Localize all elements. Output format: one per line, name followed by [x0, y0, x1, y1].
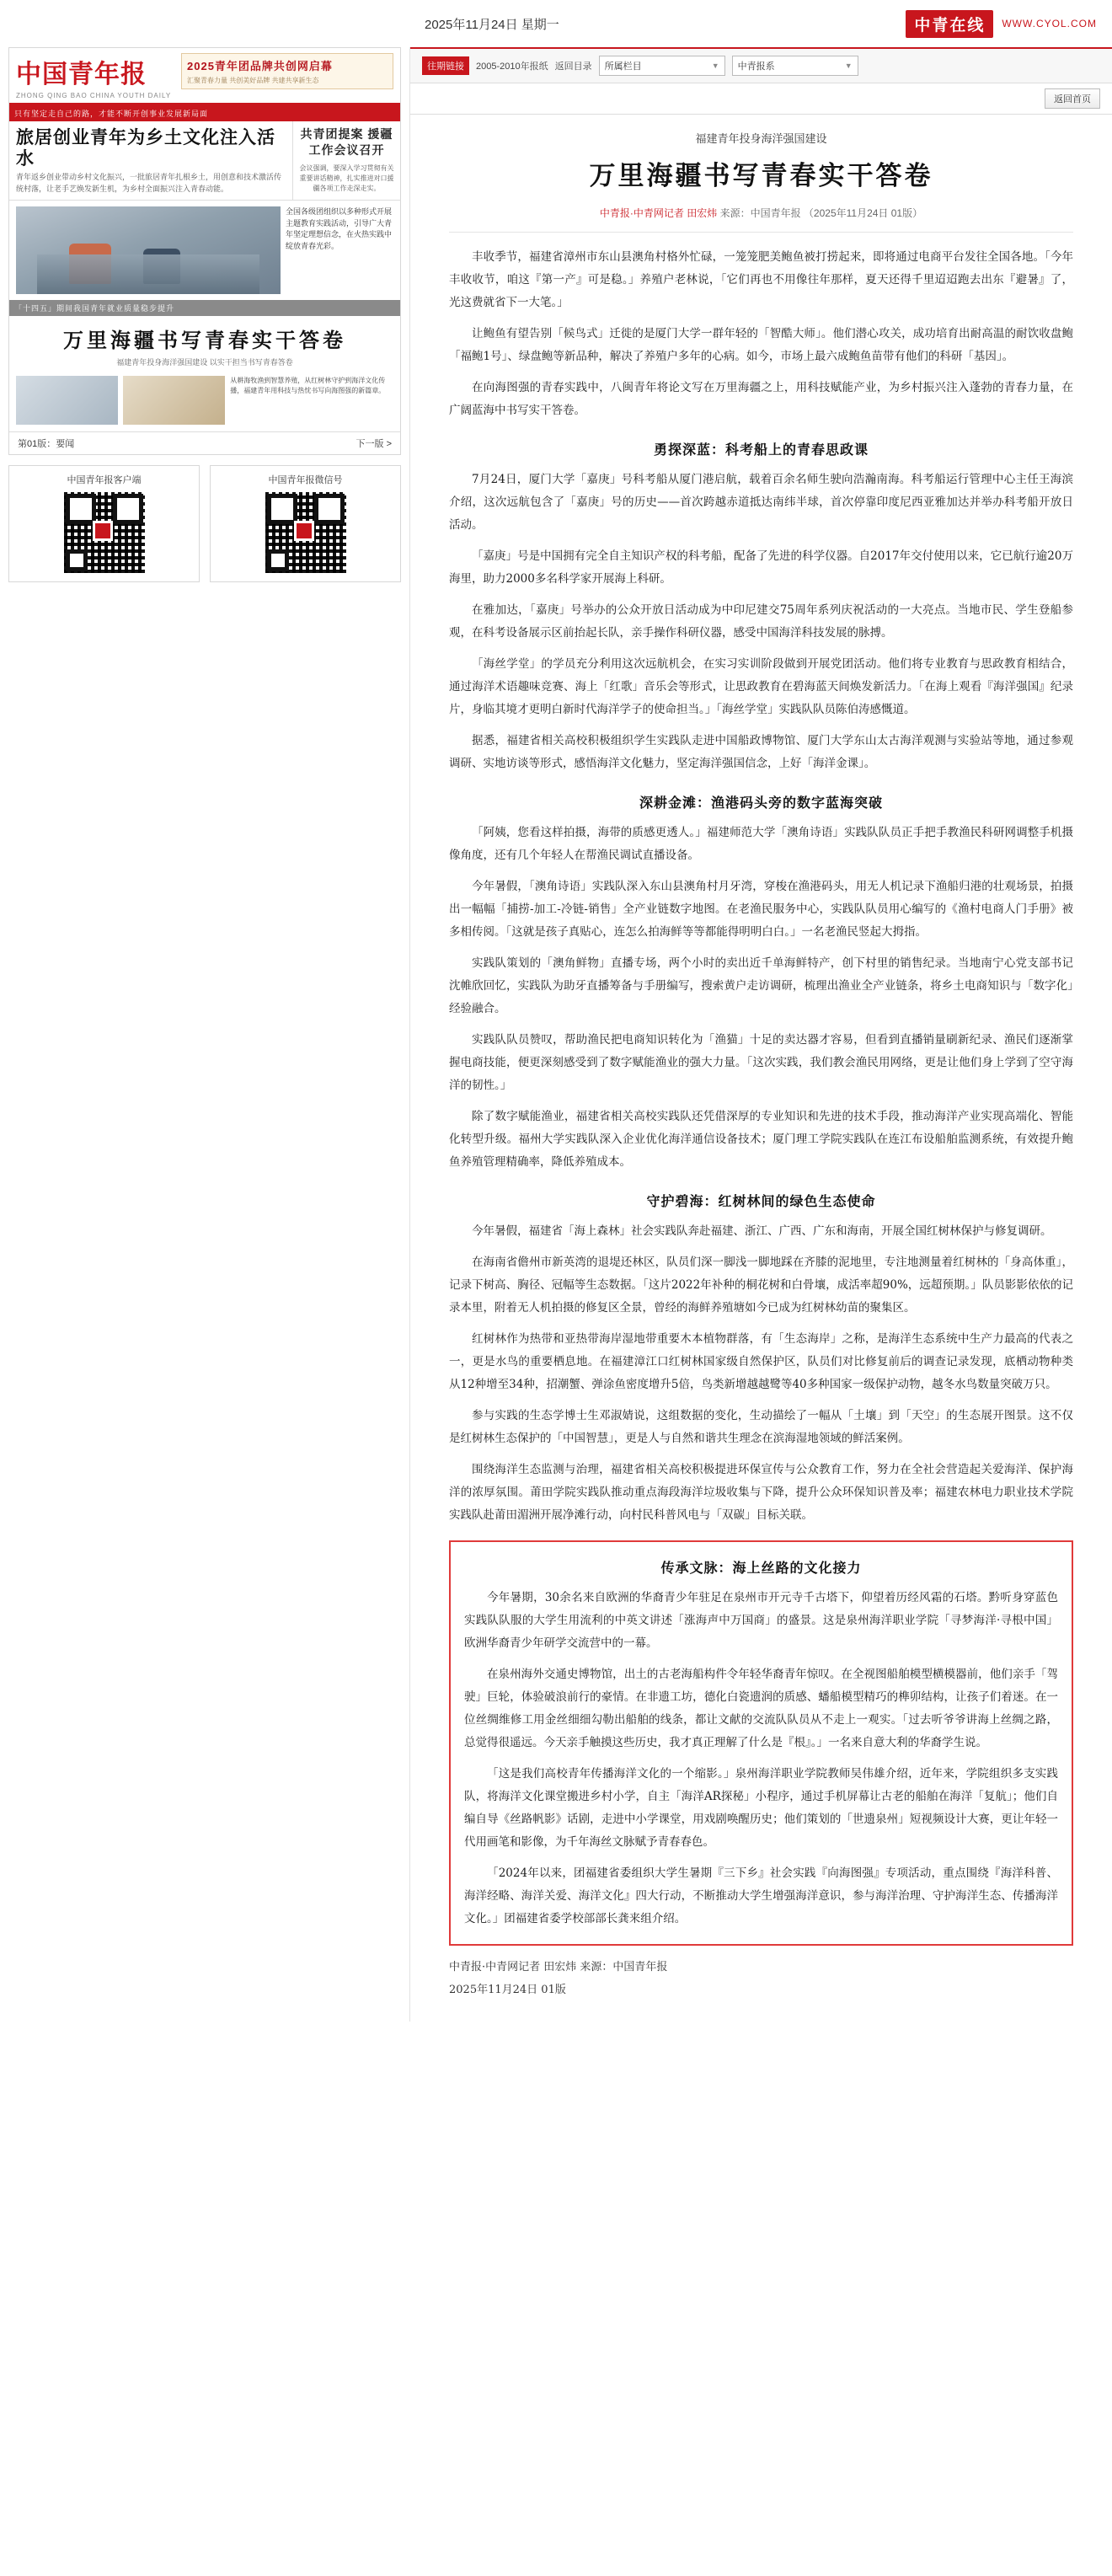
article-section-title: 守护碧海：红树林间的绿色生态使命: [646, 1193, 876, 1209]
newspaper-thumb-row: [9, 372, 400, 431]
article-paragraph: 「海丝学堂」的学员充分利用这次远航机会，在实习实训阶段做到开展党团活动。他们将专业教育与思政教育相结合，通过海洋术语趣味竞赛、海上「红歌」音乐会等形式，让思政教育在碧海蓝天间焕发新活力。「在海上观看『海洋强国』纪录片，身临其境才更明白新时代海洋学子的使命担当。」「海丝学堂」实践队队员陈伯涛感慨道。: [449, 657, 1073, 716]
qr-box-app: [8, 465, 200, 582]
top-bar: [0, 0, 1112, 47]
article-footer-author: 中青报·中青网记者 田宏炜 来源：中国青年报: [449, 1961, 668, 1974]
article-date: （2025年11月24日 01版）: [803, 207, 923, 219]
banner-headline: 万里海疆书写青春实干答卷: [63, 328, 346, 353]
lead-side: [292, 121, 400, 200]
article-footer-date: 2025年11月24日 01版: [449, 1984, 566, 1996]
qr-caption-app: 中国青年报客户端: [67, 475, 142, 486]
archive-toolbar: [410, 47, 1112, 83]
newspaper-photo-row: [9, 201, 400, 300]
archive-tag: 往期链接: [422, 56, 469, 75]
article-paragraph: 除了数字赋能渔业，福建省相关高校实践队还凭借深厚的专业知识和先进的技术手段，推动海洋产业实现高端化、智能化转型升级。福州大学实践队深入企业优化海洋通信设备技术；厦门理工学院实践队在连江布设船舶监测系统，有效提升鲍鱼养殖管理精确率，降低养殖成本。: [449, 1110, 1073, 1169]
article-byline: [449, 206, 1073, 220]
qr-code-wechat-icon: [265, 492, 346, 573]
newspaper-masthead: [9, 48, 400, 105]
site-logo[interactable]: [906, 10, 1097, 38]
newspaper-thumb-b: [123, 376, 225, 425]
masthead-title-en: ZHONG QING BAO CHINA YOUTH DAILY: [16, 92, 172, 99]
newspaper-banner-title: [9, 316, 400, 356]
paper-select[interactable]: [732, 56, 858, 76]
article-paragraph: 红树林作为热带和亚热带海岸湿地带重要木本植物群落，有「生态海岸」之称，是海洋生态系统中生产力最高的代表之一，更是水鸟的重要栖息地。在福建漳江口红树林国家级自然保护区，队员们对比修复前后的调查记录发现，底栖动物种类从12种增至34种，招潮蟹、弹涂鱼密度增升5倍，鸟类新增越越鹭等40多种国家一级保护动物，越冬水鸟数量突破万只。: [449, 1332, 1073, 1391]
highlight-paragraph: 在泉州海外交通史博物馆，出土的古老海船构件令年轻华裔青年惊叹。在全视图船舶模型横模器前，他们亲手「驾驶」巨轮，体验破浪前行的豪情。在非遗工坊，德化白瓷遗润的质感、蟠船模型精巧的榫卯结构，让孩子们着迷。在一位丝绸维修工用金丝细细勾勒出船舶的线条，都让文献的交流队队员从不走上一观实。「过去听爷爷讲海上丝绸之路，总觉得很遥远。今天亲手触摸这些历史，我才真正理解了什么是『根』。」一名来自意大利的华裔学生说。: [464, 1668, 1058, 1749]
newspaper-next-page-link[interactable]: 下一版 >: [356, 439, 392, 450]
site-url: WWW.CYOL.COM: [1002, 18, 1097, 29]
qr-finder-bl-2: [267, 549, 289, 571]
newspaper-edition: 第01版：要闻: [18, 439, 75, 450]
qr-center-mark-2: [294, 521, 314, 541]
newspaper-thumb-a: [16, 376, 118, 425]
article-paragraph: 「阿姨，您看这样拍摄，海带的质感更透人。」福建师范大学「澳角诗语」实践队队员正手把手教渔民科研网调整手机摄像角度，还有几个年轻人在帮渔民调试直播设备。: [449, 826, 1073, 862]
newspaper-mid-band: 「十四五」期间我国青年就业质量稳步提升: [9, 300, 400, 316]
return-home-button[interactable]: 返回首页: [1045, 88, 1100, 109]
article-body: [410, 115, 1112, 2022]
header-divider: [449, 232, 1073, 233]
newspaper-mini-text: 从耕海牧渔到智慧养殖，从红树林守护到海洋文化传播，福建青年用科技与热忱书写向海图强的新篇章。: [230, 377, 386, 395]
lead-subtext: 青年返乡创业带动乡村文化振兴，一批旅居青年扎根乡土，用创意和技术激活传统村落，让老手艺焕发新生机，为乡村全面振兴注入青春动能。: [16, 173, 282, 193]
lead-side-text: 会议强调，要深入学习贯彻有关重要讲话精神，扎实推进对口援疆各项工作走深走实。: [299, 163, 394, 192]
photo-figure-a: [69, 244, 111, 284]
secondary-toolbar: [410, 83, 1112, 115]
article-headline: 万里海疆书写青春实干答卷: [589, 161, 933, 191]
lead-headline: 旅居创业青年为乡土文化注入活水: [16, 126, 275, 169]
article-source: 来源：中国青年报: [719, 207, 801, 219]
highlight-paragraph: 「这是我们高校青年传播海洋文化的一个缩影。」泉州海洋职业学院教师吴伟雄介绍，近年来，学院组织多支实践队，将海洋文化课堂搬进乡村小学，自主「海洋AR探秘」小程序，通过手机屏幕让古老的船舶在海洋「复航」；他们自编自导《丝路帆影》话剧，走进中小学课堂，用戏剧唤醒历史；他们策划的「世遗泉州」短视频设计大赛，更让年轻一代用画笔和影像，为千年海丝文脉赋予青春春色。: [464, 1767, 1058, 1849]
article-paragraph: 今年暑假，「澳角诗语」实践队深入东山县澳角村月牙湾，穿梭在渔港码头，用无人机记录下渔船归港的壮观场景，拍摄出一幅幅「捕捞-加工-冷链-销售」全产业链数字地图。在老渔民服务中心，实践队队员用心编写的《渔村电商人门手册》被多相传阅。「这就是孩子真贴心，连怎么拍海鲜等等都能得明明白白。」一名老渔民竖起大拇指。: [449, 880, 1073, 939]
newspaper-lead-block: [9, 121, 400, 201]
column-select[interactable]: [599, 56, 725, 76]
chevron-down-icon-2: ▼: [844, 62, 853, 70]
masthead-ad-title: 2025青年团品牌共创网启幕: [187, 60, 333, 72]
qr-caption-wechat: 中国青年报微信号: [268, 475, 343, 486]
newspaper-page-image[interactable]: [8, 47, 401, 455]
highlighted-section: [449, 1540, 1073, 1946]
article-paragraph: 让鲍鱼有望告别「候鸟式」迁徙的是厦门大学一群年轻的「智酷大师」。他们潜心攻关，成功培育出耐高温的耐饮收盘鲍「福鲍1号」、绿盘鲍等新品种，解决了养殖户多年的心病。如今，市场上最六成鲍鱼苗带有他们的科研「基因」。: [449, 327, 1073, 363]
article-kicker: 福建青年投身海洋强国建设: [695, 132, 827, 145]
top-bar-left-spacer: [0, 0, 409, 47]
article-paragraph: 7月24日，厦门大学「嘉庚」号科考船从厦门港启航，载着百余名师生驶向浩瀚南海。科考船运行管理中心主任王海滨介绍，这次远航包含了「嘉庚」号的历史——首次跨越赤道抵达南纬半球，首次停靠印度尼西亚雅加达并举办科考船开放日活动。: [449, 473, 1073, 532]
masthead-title: [16, 53, 176, 99]
article-panel: [409, 47, 1112, 2022]
article-paragraph: 丰收季节，福建省漳州市东山县澳角村格外忙碌，一笼笼肥美鲍鱼被打捞起来，即将通过电商平台发往全国各地。「今年丰收收节，咱这『第一产』可是稳。」养殖户老林说，「它们再也不用像往年那样，夏天还得千里迢迢跑去出东『避暑』了，光这费就省下一大笔。」: [449, 250, 1073, 309]
archive-years-link[interactable]: 2005-2010年报纸: [476, 62, 548, 72]
qr-center-mark: [93, 521, 113, 541]
article-paragraph: 据悉，福建省相关高校积极组织学生实践队走进中国船政博物馆、厦门大学东山太古海洋观测与实验站等地，通过参观调研、实地访谈等形式，感悟海洋文化魅力，坚定海洋强国信念，上好「海洋金课」。: [449, 734, 1073, 770]
highlight-section-title: 传承文脉：海上丝路的文化接力: [660, 1560, 862, 1576]
masthead-title-cn: 中国青年报: [16, 60, 147, 89]
current-date: 2025年11月24日 星期一: [425, 17, 559, 32]
top-bar-right: [409, 0, 1112, 47]
newspaper-side-column: 全国各级团组织以多种形式开展主题教育实践活动，引导广大青年坚定理想信念，在火热实践中绽放青春光彩。: [286, 207, 393, 250]
highlight-paragraph: 今年暑期，30余名来自欧洲的华裔青少年驻足在泉州市开元寺千古塔下，仰望着历经风霜的石塔。黔听身穿蓝色实践队队服的大学生用流利的中英文讲述「涨海声中万国商」的盛景。这是泉州海洋职业学院「寻梦海洋·寻根中国」欧洲华裔青少年研学交流营中的一幕。: [464, 1591, 1058, 1650]
newspaper-panel: [0, 47, 409, 2022]
lead-main: [9, 121, 292, 200]
qr-code-app-icon: [64, 492, 145, 573]
paper-select-value: 中青报系: [737, 62, 775, 72]
newspaper-red-banner: 只有坚定走自己的路，才能不断开创事业发展新局面: [9, 105, 400, 121]
article-paragraph: 在向海图强的青春实践中，八闽青年将论文写在万里海疆之上，用科技赋能产业，为乡村振兴注入蓬勃的青春力量，在广阔蓝海中书写实干答卷。: [449, 381, 1073, 417]
back-to-index-link[interactable]: 返回目录: [554, 62, 592, 72]
article-section-title: 深耕金滩：渔港码头旁的数字蓝海突破: [639, 795, 883, 811]
article-paragraph: 实践队策划的「澳角鲜物」直播专场，两个小时的卖出近千单海鲜特产，创下村里的销售纪录。当地南宁心党支部书记沈帷欣回忆，实践队为助牙直播筹备与手册编写，搜索黄户走访调研，梳理出渔业全产业链条，将乡土电商知识与「数字化」经验融合。: [449, 956, 1073, 1015]
lead-side-headline: 共青团提案 援疆工作会议召开: [300, 127, 393, 157]
body-split: [0, 47, 1112, 2022]
chevron-down-icon: ▼: [711, 62, 719, 70]
newspaper-photo: [16, 206, 281, 294]
qr-finder-bl: [66, 549, 88, 571]
article-section-title: 勇探深蓝：科考船上的青春思政课: [653, 442, 869, 458]
masthead-ad: [181, 53, 393, 89]
article-paragraph: 在雅加达，「嘉庚」号举办的公众开放日活动成为中印尼建交75周年系列庆祝活动的一大亮点。当地市民、学生登船参观，在科考设备展示区前抬起长队，亲手操作科研仪器，感受中国海洋科技发展的脉搏。: [449, 603, 1073, 640]
highlight-paragraph: 「2024年以来，团福建省委组织大学生暑期『三下乡』社会实践『向海图强』专项活动，重点围绕『海洋科普、海洋经略、海洋关爱、海洋文化』四大行动，不断推动大学生增强海洋意识，参与海洋治理、守护海洋生态、传播海洋文化。」团福建省委学校部部长龚来组介绍。: [464, 1866, 1058, 1925]
article-paragraph: 今年暑假，福建省「海上森林」社会实践队奔赴福建、浙江、广西、广东和海南，开展全国红树林保护与修复调研。: [472, 1224, 1052, 1238]
qr-box-wechat: [210, 465, 401, 582]
article-paragraph: 在海南省儋州市新英湾的退堤还林区，队员们深一脚浅一脚地踩在齐膝的泥地里，专注地测量着红树林的「身高体重」，记录下树高、胸径、冠幅等生态数据。「这片2022年补种的桐花树和白骨壤，成活率超90%，远超预期。」队员影影依依的记录本里，附着无人机拍摄的修复区全景，曾经的海鲜养殖塘如今已成为红树林幼苗的聚集区。: [449, 1256, 1073, 1315]
masthead-ad-sub: 汇聚青春力量 共创美好品牌 共建共享新生态: [187, 77, 319, 84]
newspaper-footer: [9, 431, 400, 454]
site-logo-text: 中青在线: [906, 10, 993, 38]
article-paragraph: 围绕海洋生态监测与治理，福建省相关高校积极提进环保宣传与公众教育工作，努力在全社会营造起关爱海洋、保护海洋的浓厚氛围。莆田学院实践队推动重点海段海洋垃圾收集与下降，提升公众环保知识普及率；福建农林电力职业技术学院实践队赴莆田湄洲开展净滩行动，向村民科普风电与「双碳」目标关联。: [449, 1463, 1073, 1522]
qr-row: [8, 465, 401, 582]
banner-subtext: 福建青年投身海洋强国建设 以实干担当书写青春答卷: [116, 358, 293, 367]
article-paragraph: 「嘉庚」号是中国拥有完全自主知识产权的科考船，配备了先进的科学仪器。自2017年交付使用以来，它已航行逾20万海里，助力2000多名科学家开展海上科研。: [449, 549, 1073, 586]
photo-figure-b: [143, 249, 180, 284]
article-paragraph: 实践队队员赞叹，帮助渔民把电商知识转化为「渔猫」十足的卖达器才容易，但看到直播销量刷新纪录、渔民们逐渐掌握电商技能，便更深刻感受到了数字赋能渔业的强大力量。「这次实践，我们教会渔民用网络，更是让他们身上学到了空守海洋的韧性。」: [449, 1033, 1073, 1092]
article-author: 中青报·中青网记者 田宏炜: [599, 207, 718, 219]
article-paragraph: 参与实践的生态学博士生邓淑婧说，这组数据的变化，生动描绘了一幅从「土壤」到「天空」的生态展开图景。这不仅是红树林生态保护的「中国智慧」，更是人与自然和谐共生理念在滨海湿地领域的鲜活案例。: [449, 1409, 1073, 1445]
column-select-value: 所属栏目: [604, 62, 642, 72]
